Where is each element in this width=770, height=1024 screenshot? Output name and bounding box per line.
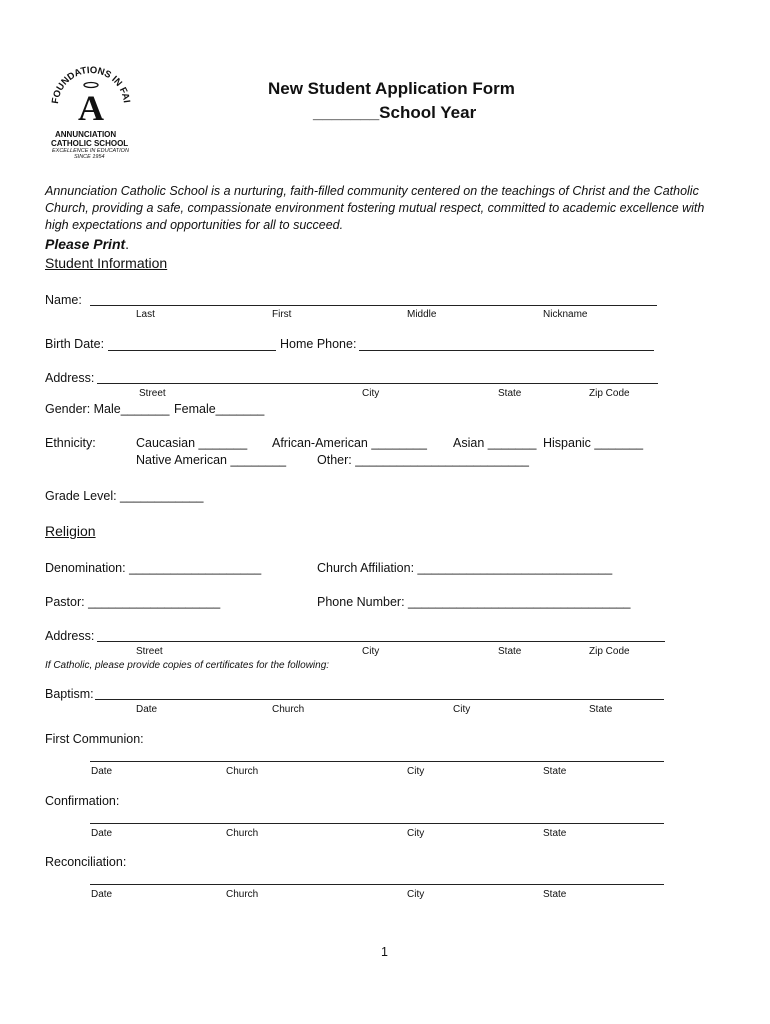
religion-address-label: Address: xyxy=(45,629,95,643)
reconciliation-sub-church: Church xyxy=(226,889,259,900)
address-sub-city: City xyxy=(362,388,380,399)
religion-address-field[interactable] xyxy=(97,641,665,642)
birth-date-label: Birth Date: xyxy=(45,337,105,351)
religion-address-sub-state: State xyxy=(498,646,522,657)
logo-arc-text: FOUNDATIONS IN FAI xyxy=(50,64,132,105)
ethnicity-native-american[interactable]: Native American ________ xyxy=(136,453,287,467)
religion-address-sub-city: City xyxy=(362,646,380,657)
confirmation-sub-date: Date xyxy=(91,828,113,839)
reconciliation-sub-date: Date xyxy=(91,889,113,900)
logo-line3: EXCELLENCE IN EDUCATION xyxy=(52,148,129,154)
name-field[interactable] xyxy=(90,305,657,306)
logo-line1: ANNUNCIATION xyxy=(55,130,117,139)
grade-level[interactable]: Grade Level: ____________ xyxy=(45,489,204,503)
confirmation-sub-church: Church xyxy=(226,828,259,839)
ethnicity-hispanic[interactable]: Hispanic _______ xyxy=(543,436,644,450)
church-affiliation[interactable]: Church Affiliation: ____________________________ xyxy=(317,561,613,575)
home-phone-field[interactable] xyxy=(359,350,654,351)
address-sub-zip: Zip Code xyxy=(589,388,630,399)
first-communion-sub-church: Church xyxy=(226,766,259,777)
name-sub-nickname: Nickname xyxy=(543,309,588,320)
religion-heading: Religion xyxy=(45,523,96,539)
baptism-label: Baptism: xyxy=(45,687,94,701)
intro-paragraph: Annunciation Catholic School is a nurturing, faith-filled community centered on the teachings of Christ and the Catholic Church, providing a safe, compassionate environment fostering mutual respect, committed to academic excellence with high expectations and opportunities for all to succeed. xyxy=(45,184,705,232)
phone-number[interactable]: Phone Number: ________________________________ xyxy=(317,595,631,609)
gender-male[interactable]: Gender: Male_______ xyxy=(45,402,170,416)
student-address-label: Address: xyxy=(45,371,95,385)
confirmation-sub-city: City xyxy=(407,828,425,839)
name-label: Name: xyxy=(45,293,82,307)
form-title: New Student Application Form xyxy=(268,79,515,98)
first-communion-sub-date: Date xyxy=(91,766,113,777)
baptism-sub-church: Church xyxy=(272,704,305,715)
ethnicity-asian[interactable]: Asian _______ xyxy=(453,436,537,450)
baptism-sub-city: City xyxy=(453,704,471,715)
logo-line4: SINCE 1954 xyxy=(74,154,105,160)
name-sub-middle: Middle xyxy=(407,309,437,320)
ethnicity-other[interactable]: Other: _________________________ xyxy=(317,453,530,467)
birth-date-field[interactable] xyxy=(108,350,276,351)
name-sub-last: Last xyxy=(136,309,155,320)
gender-female[interactable]: Female_______ xyxy=(174,402,265,416)
confirmation-label: Confirmation: xyxy=(45,794,120,808)
page-number: 1 xyxy=(381,945,388,959)
confirmation-field[interactable] xyxy=(90,823,664,824)
religion-address-sub-street: Street xyxy=(136,646,163,657)
reconciliation-label: Reconciliation: xyxy=(45,855,127,869)
home-phone-label: Home Phone: xyxy=(280,337,357,351)
ethnicity-african-american[interactable]: African-American ________ xyxy=(272,436,427,450)
ethnicity-caucasian[interactable]: Caucasian _______ xyxy=(136,436,248,450)
baptism-sub-date: Date xyxy=(136,704,158,715)
religion-address-sub-zip: Zip Code xyxy=(589,646,630,657)
first-communion-label: First Communion: xyxy=(45,732,144,746)
first-communion-field[interactable] xyxy=(90,761,664,762)
student-info-heading: Student Information xyxy=(45,255,168,271)
school-year: _______School Year xyxy=(313,103,477,122)
halo-icon xyxy=(84,83,98,88)
pastor[interactable]: Pastor: ___________________ xyxy=(45,595,221,609)
logo-line2: CATHOLIC SCHOOL xyxy=(51,139,129,148)
baptism-sub-state: State xyxy=(589,704,613,715)
reconciliation-field[interactable] xyxy=(90,884,664,885)
address-sub-street: Street xyxy=(139,388,166,399)
logo-letter: A xyxy=(78,88,104,128)
reconciliation-sub-city: City xyxy=(407,889,425,900)
confirmation-sub-state: State xyxy=(543,828,567,839)
address-sub-state: State xyxy=(498,388,522,399)
reconciliation-sub-state: State xyxy=(543,889,567,900)
catholic-note: If Catholic, please provide copies of certificates for the following: xyxy=(45,660,330,671)
first-communion-sub-state: State xyxy=(543,766,567,777)
name-sub-first: First xyxy=(272,309,292,320)
denomination[interactable]: Denomination: ___________________ xyxy=(45,561,262,575)
ethnicity-label: Ethnicity: xyxy=(45,436,96,450)
student-address-field[interactable] xyxy=(97,383,658,384)
first-communion-sub-city: City xyxy=(407,766,425,777)
please-print: Please Print. xyxy=(45,236,130,252)
baptism-field[interactable] xyxy=(95,699,664,700)
